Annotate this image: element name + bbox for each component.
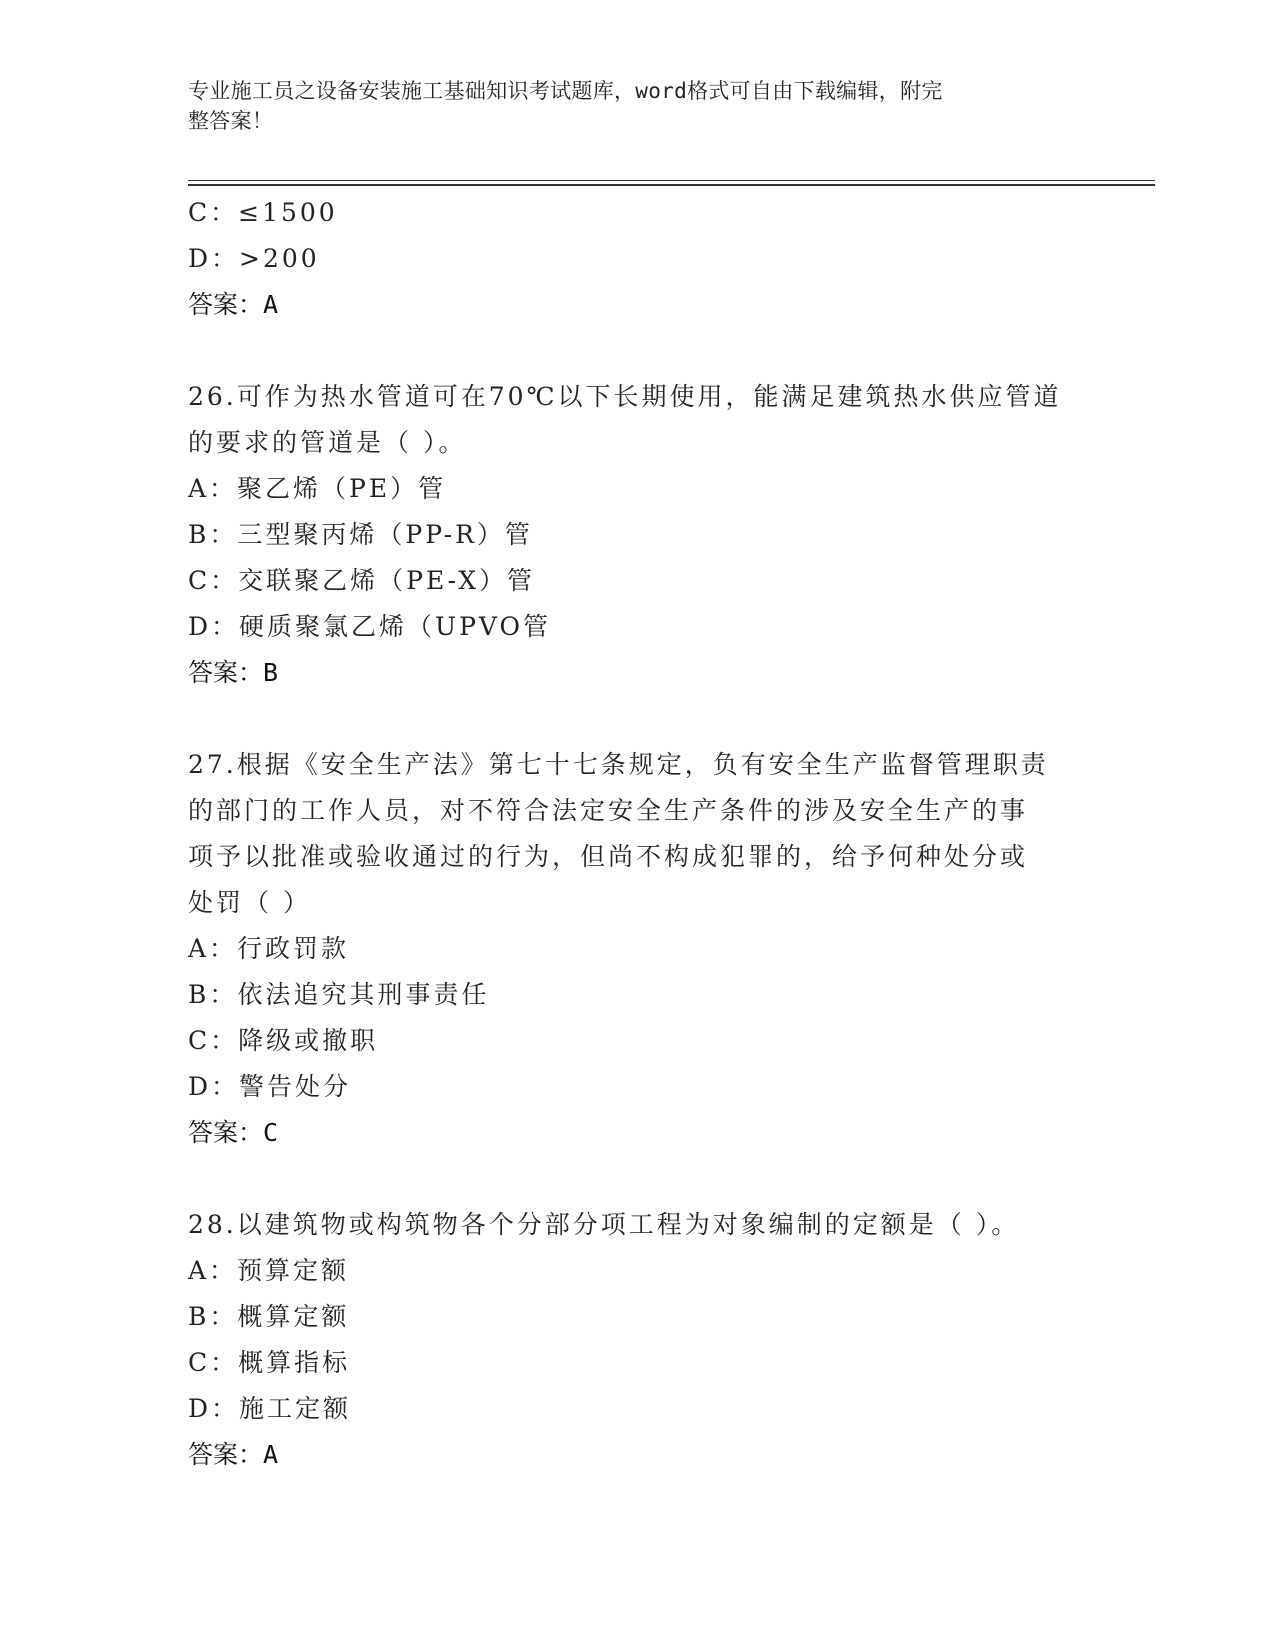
option-a: A：预算定额 — [188, 1256, 350, 1285]
question-28 — [188, 1202, 1108, 1478]
spacer — [188, 1156, 1108, 1202]
question-27 — [188, 742, 1108, 1156]
answer-line: 答案：C — [188, 1118, 279, 1147]
option-c: C：概算指标 — [188, 1348, 351, 1377]
option-c: C：降级或撤职 — [188, 1026, 379, 1055]
question-25-tail — [188, 190, 1108, 328]
spacer — [188, 696, 1108, 742]
answer-line: 答案：B — [188, 658, 279, 687]
question-stem-line: 27.根据《安全生产法》第七十七条规定，负有安全生产监督管理职责 — [188, 750, 1049, 779]
option-b: B：概算定额 — [188, 1302, 350, 1331]
answer-line: 答案：A — [188, 290, 279, 319]
option-a: A：聚乙烯（PE）管 — [188, 474, 447, 503]
spacer — [188, 328, 1108, 374]
question-stem-line: 26.可作为热水管道可在70℃以下长期使用，能满足建筑热水供应管道 — [188, 382, 1062, 411]
option-c: C：≤1500 — [188, 198, 338, 227]
question-stem-line: 的部门的工作人员，对不符合法定安全生产条件的涉及安全生产的事 — [188, 796, 1029, 825]
question-stem-line: 处罚（ ） — [188, 888, 311, 917]
document-header — [188, 76, 1068, 136]
option-c: C：交联聚乙烯（PE-X）管 — [188, 566, 536, 595]
question-list — [188, 190, 1108, 1478]
header-line-2: 整答案！ — [188, 109, 274, 133]
header-divider-thin — [188, 180, 1155, 181]
option-b: B：依法追究其刑事责任 — [188, 980, 490, 1009]
question-stem-line: 的要求的管道是（ ）。 — [188, 428, 467, 457]
option-d: D：硬质聚氯乙烯（UPVO管 — [188, 612, 552, 641]
question-stem-line: 项予以批准或验收通过的行为，但尚不构成犯罪的，给予何种处分或 — [188, 842, 1029, 871]
answer-line: 答案：A — [188, 1440, 279, 1469]
option-d: D：施工定额 — [188, 1394, 352, 1423]
question-stem-line: 28.以建筑物或构筑物各个分部分项工程为对象编制的定额是（ ）。 — [188, 1210, 1020, 1239]
option-a: A：行政罚款 — [188, 934, 350, 963]
header-line-1: 专业施工员之设备安装施工基础知识考试题库，word格式可自由下载编辑，附完 — [188, 79, 943, 103]
option-b: B：三型聚丙烯（PP-R）管 — [188, 520, 533, 549]
option-d: D：警告处分 — [188, 1072, 352, 1101]
option-d: D：>200 — [188, 244, 320, 273]
header-divider-thick — [188, 184, 1155, 186]
question-26 — [188, 374, 1108, 696]
